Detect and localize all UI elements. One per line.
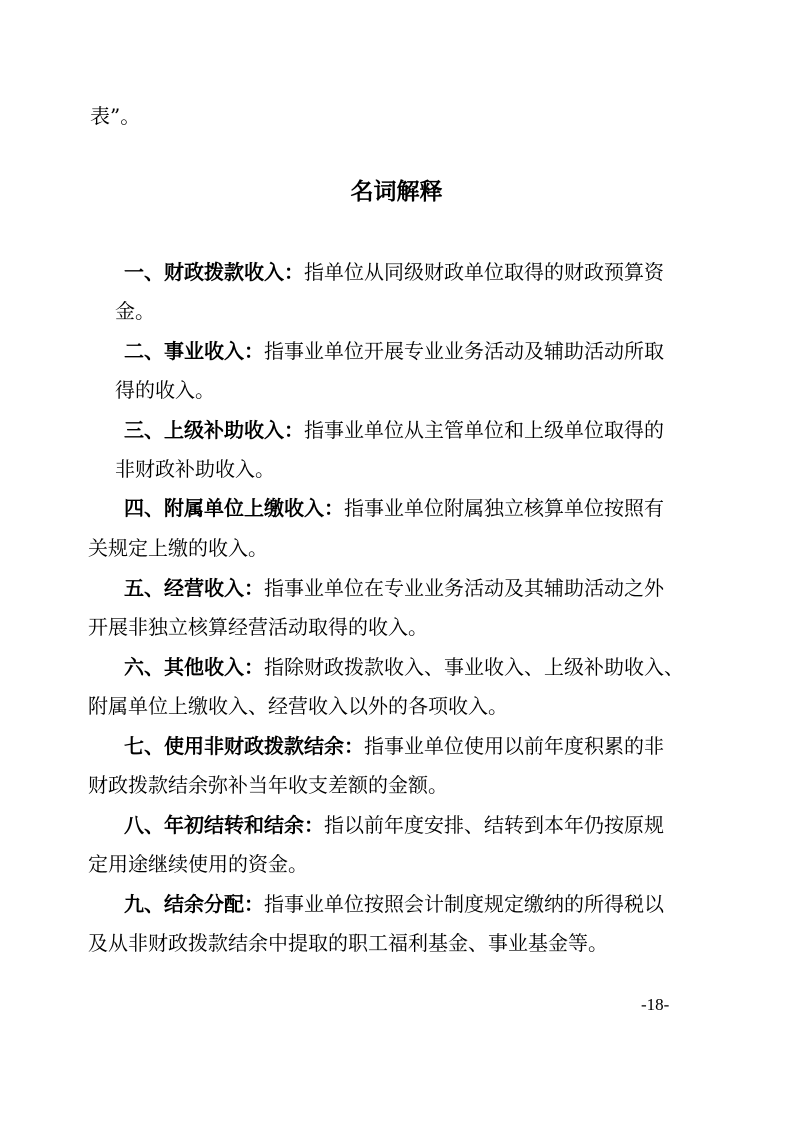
definition-1-continuation: 金。 [115,299,155,323]
page-title: 名词解释 [350,179,443,205]
definition-5-first-line [124,575,664,601]
definition-9-first-line [124,891,664,917]
definition-4-continuation: 关规定上缴的收入。 [88,536,268,560]
definition-6-text: 指除财政拨款收入、事业收入、上级补助收入、 [264,655,684,679]
definition-5-text: 指事业单位在专业业务活动及其辅助活动之外 [264,576,664,600]
carryover-fragment: 表”。 [90,104,141,128]
definition-7-first-line [124,733,664,759]
definition-9-term: 九、结余分配： [124,892,264,916]
definition-1-first-line [124,259,664,285]
definition-7-term: 七、使用非财政拨款结余： [124,734,364,758]
definition-2-term: 二、事业收入： [124,339,264,363]
definition-9-text: 指事业单位按照会计制度规定缴纳的所得税以 [264,892,664,916]
definition-8-continuation: 定用途继续使用的资金。 [88,852,308,876]
definition-1-term: 一、财政拨款收入： [124,260,304,284]
definition-2-continuation: 得的收入。 [115,378,215,402]
definition-8-term: 八、年初结转和结余： [124,813,324,837]
definition-6-term: 六、其他收入： [124,655,264,679]
definition-6-first-line [124,654,684,680]
definition-2-text: 指事业单位开展专业业务活动及辅助活动所取 [264,339,664,363]
definition-3-term: 三、上级补助收入： [124,418,304,442]
definition-5-term: 五、经营收入： [124,576,264,600]
definition-2-first-line [124,338,664,364]
definition-3-text: 指事业单位从主管单位和上级单位取得的 [304,418,664,442]
definition-6-continuation: 附属单位上缴收入、经营收入以外的各项收入。 [88,694,508,718]
definition-8-first-line [124,812,664,838]
definition-3-first-line [124,417,664,443]
definition-7-text: 指事业单位使用以前年度积累的非 [364,734,664,758]
definition-4-term: 四、附属单位上缴收入： [124,496,344,520]
definition-1-text: 指单位从同级财政单位取得的财政预算资 [304,260,664,284]
definition-8-text: 指以前年度安排、结转到本年仍按原规 [324,813,664,837]
definition-4-text: 指事业单位附属独立核算单位按照有 [344,496,664,520]
page-number: -18- [641,995,670,1014]
definition-4-first-line [124,495,664,521]
definition-7-continuation: 财政拨款结余弥补当年收支差额的金额。 [88,773,448,797]
definition-3-continuation: 非财政补助收入。 [115,457,275,481]
definition-5-continuation: 开展非独立核算经营活动取得的收入。 [88,615,428,639]
definition-9-continuation: 及从非财政拨款结余中提取的职工福利基金、事业基金等。 [88,931,608,955]
